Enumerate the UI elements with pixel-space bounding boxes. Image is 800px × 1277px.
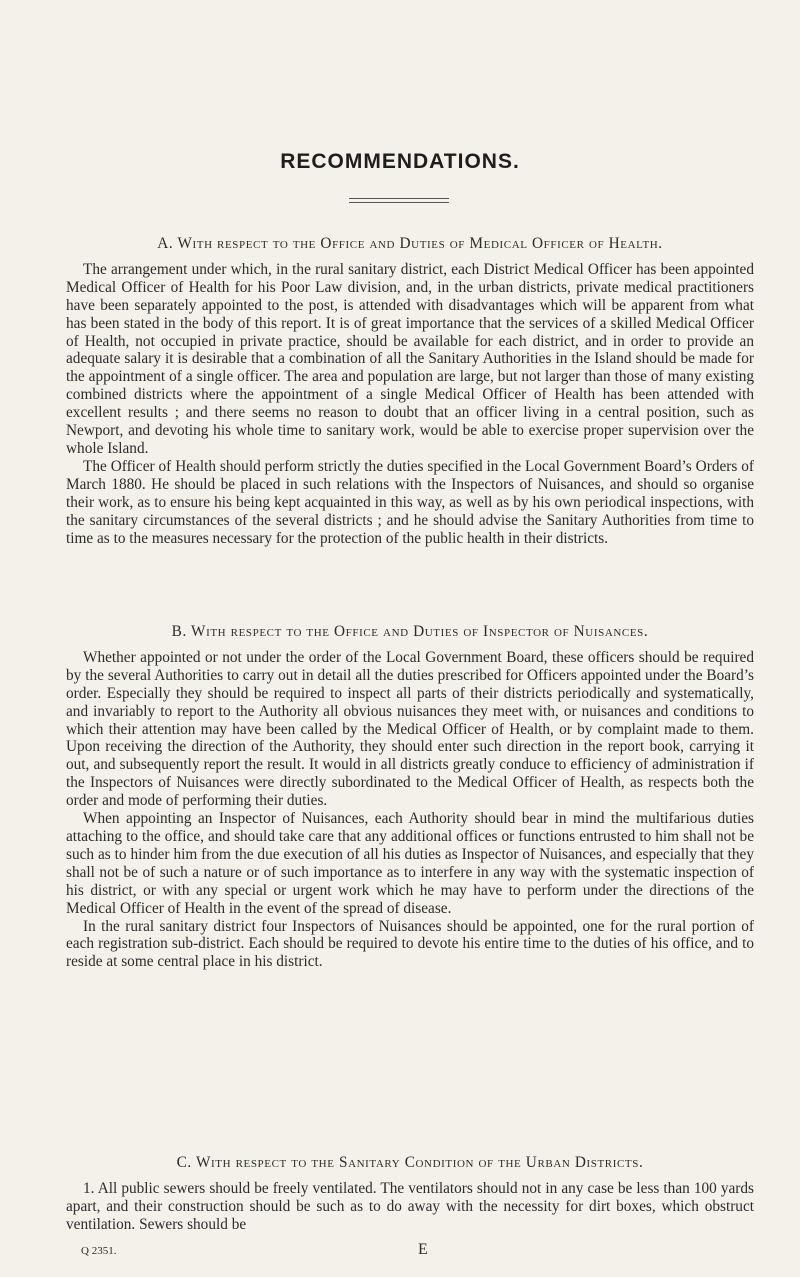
section-c-heading: C. With respect to the Sanitary Condition of the Urban Districts. <box>176 1154 644 1171</box>
section-b-paragraph: In the rural sanitary district four Inspectors of Nuisances should be appointed, one for the rural portion of each registration sub-district. Each should be required to devote his entire time to the duties of his office, and to reside at some central place in his district. <box>66 917 754 971</box>
section-a-heading: A. With respect to the Office and Duties of Medical Officer of Health. <box>157 235 663 252</box>
print-reference: Q 2351. <box>81 1245 117 1257</box>
section-b <box>66 623 754 971</box>
section-c-paragraph: 1. All public sewers should be freely ventilated. The ventilators should not in any case be less than 100 yards apart, and their construction should be such as to do away with the necessity for dirt boxes, which obstruct ventilation. Sewers should be <box>66 1179 754 1233</box>
section-a-paragraph: The Officer of Health should perform strictly the duties specified in the Local Government Board’s Orders of March 1880. He should be placed in such relations with the Inspectors of Nuisances, and should so organise their work, as to ensure his being kept acquainted in this way, as well as by his own periodical inspections, with the sanitary circumstances of the several districts ; and he should advise the Sanitary Authorities from time to time as to the measures necessary for the protection of the public health in their districts. <box>66 457 754 547</box>
page-title: RECOMMENDATIONS. <box>280 150 520 173</box>
page-footer <box>66 1243 754 1263</box>
section-c <box>66 1154 754 1234</box>
section-b-paragraph: When appointing an Inspector of Nuisances, each Authority should bear in mind the multifarious duties attaching to the office, and should take care that any additional offices or functions entrusted to him shall not be such as to hinder him from the due execution of all his duties as Inspector of Nuisances, and especially that they shall not be of such a nature or of such importance as to interfere in any way with the systematic inspection of his district, or with any special or urgent work which he may have to perform under the directions of the Medical Officer of Health in the event of the spread of disease. <box>66 810 754 917</box>
section-a-paragraph: The arrangement under which, in the rural sanitary district, each District Medical Officer has been appointed Medical Officer of Health for his Poor Law division, and, in the urban districts, private medical practitioners have been separately appointed to the post, is attended with disadvantages which will be apparent from what has been stated in the body of this report. It is of great importance that the services of a skilled Medical Officer of Health, not occupied in private practice, should be available for each district, and in order to provide an adequate salary it is desirable that a combination of all the Sanitary Authorities in the Island should be made for the appointment of a single officer. The area and population are large, but not larger than those of many existing combined districts where the appointment of a single Medical Officer of Health has been attended with excellent results ; and there seems no reason to doubt that an officer living in a central position, such as Newport, and devoting his whole time to sanitary work, would be able to exercise proper supervision over the whole Island. <box>66 260 754 457</box>
section-b-heading: B. With respect to the Office and Duties of Inspector of Nuisances. <box>171 623 649 640</box>
signature-mark: E <box>418 1241 428 1258</box>
section-a <box>66 235 754 547</box>
title-divider <box>349 198 449 203</box>
section-b-paragraph: Whether appointed or not under the order of the Local Government Board, these officers should be required by the several Authorities to carry out in detail all the duties prescribed for Officers appointed under the Board’s order. Especially they should be required to inspect all parts of their districts periodically and systematically, and invariably to report to the Authority all obvious nuisances they meet with, or nuisances and conditions to which their attention may have been called by the Medical Officer of Health, or by complaint made to them. Upon receiving the direction of the Authority, they should enter such direction in the report book, carrying it out, and subsequently report the result. It would in all districts greatly conduce to efficiency of administration if the Inspectors of Nuisances were directly subordinated to the Medical Officer of Health, as respects both the order and mode of performing their duties. <box>66 648 754 810</box>
